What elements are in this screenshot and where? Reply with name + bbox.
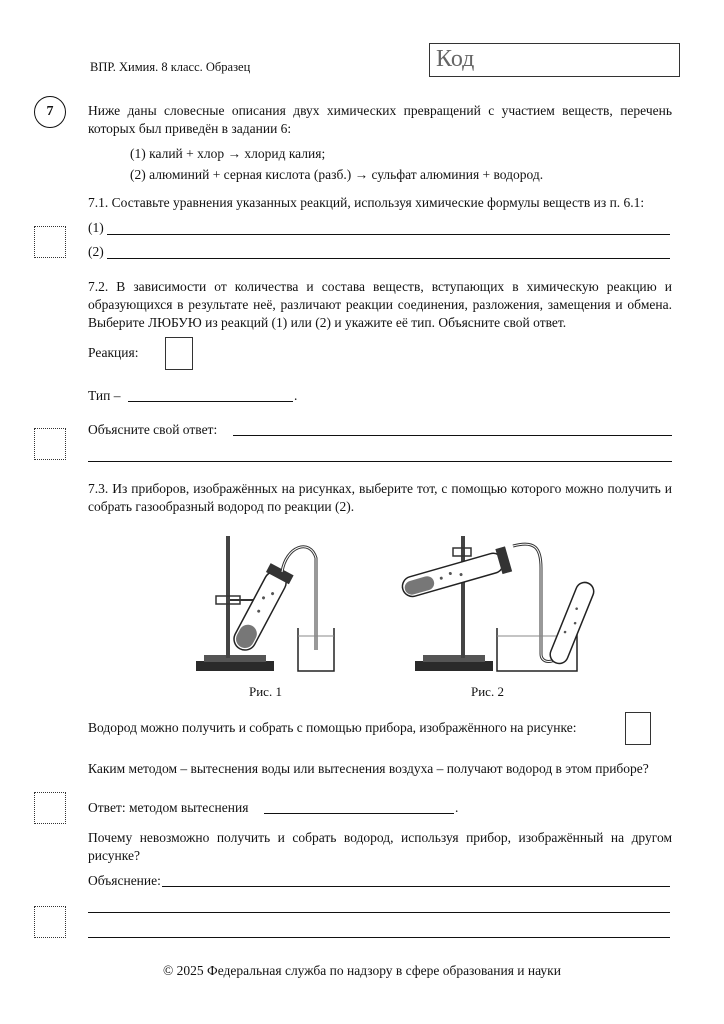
task-intro-line2: которых был приведён в задании 6: <box>88 121 292 136</box>
why-question: Почему невозможно получить и собрать водород, используя прибор, изображённый на другом рисунке? <box>88 830 672 863</box>
figure-2-apparatus <box>395 528 595 678</box>
figure-1-apparatus <box>190 528 350 678</box>
q71-label-2: (2) <box>88 244 104 259</box>
reaction-1-text: (1) калий + хлор → хлорид калия; <box>130 146 326 161</box>
explain-line-1[interactable] <box>233 435 672 436</box>
method-answer-line[interactable] <box>264 813 454 814</box>
figure-number-box[interactable] <box>625 712 651 745</box>
code-label: Код <box>436 46 475 72</box>
q71-answer-line-1[interactable] <box>107 234 670 235</box>
reaction-number-box[interactable] <box>165 337 193 370</box>
q73-text: 7.3. Из приборов, изображённых на рисунках, выберите тот, с помощью которого можно получить и собрать газообразный водород по реакции (2). <box>88 481 672 514</box>
footer-copyright: © 2025 Федеральная служба по надзору в сфере образования и науки <box>163 963 561 978</box>
method-question: Каким методом – вытеснения воды или вытеснения воздуха – получают водород в этом приборе? <box>88 761 649 776</box>
type-end: . <box>294 388 298 403</box>
type-answer-line[interactable] <box>128 401 293 402</box>
device-question: Водород можно получить и собрать с помощью прибора, изображённого на рисунке: <box>88 720 577 735</box>
score-box-73a <box>34 792 66 824</box>
type-label: Тип – <box>88 388 121 403</box>
code-field[interactable] <box>429 43 680 77</box>
reaction-label: Реакция: <box>88 345 139 360</box>
method-answer-end: . <box>455 800 459 815</box>
task-number: 7 <box>34 96 66 128</box>
figure-1-caption: Рис. 1 <box>249 684 282 699</box>
score-box-73b <box>34 906 66 938</box>
explanation-line-1[interactable] <box>162 886 670 887</box>
explanation-line-2[interactable] <box>88 912 670 913</box>
explain-line-2[interactable] <box>88 461 672 462</box>
q71-label-1: (1) <box>88 220 104 235</box>
q71-answer-line-2[interactable] <box>107 258 670 259</box>
explanation-label: Объяснение: <box>88 873 161 888</box>
reaction-2-text: (2) алюминий + серная кислота (разб.) → сульфат алюминия + водород. <box>130 167 544 182</box>
q71-text: 7.1. Составьте уравнения указанных реакций, используя химические формулы веществ из п. 6.1: <box>88 195 645 210</box>
score-box-72 <box>34 428 66 460</box>
explanation-line-3[interactable] <box>88 937 670 938</box>
figure-2-caption: Рис. 2 <box>471 684 504 699</box>
task-intro-line1: Ниже даны словесные описания двух химических превращений с участием веществ, перечень <box>88 103 672 118</box>
explain-label: Объясните свой ответ: <box>88 422 218 437</box>
q72-text: 7.2. В зависимости от количества и состава веществ, вступающих в химическую реакцию и образующихся в результате неё, различают реакции соединения, разложения, замещения и обмена. Выберите ЛЮБУЮ из реакций (1) или (2) и укажите её тип. Объясните свой ответ. <box>88 279 672 330</box>
method-answer-label: Ответ: методом вытеснения <box>88 800 249 815</box>
header-title: ВПР. Химия. 8 класс. Образец <box>90 60 251 74</box>
score-box-71 <box>34 226 66 258</box>
